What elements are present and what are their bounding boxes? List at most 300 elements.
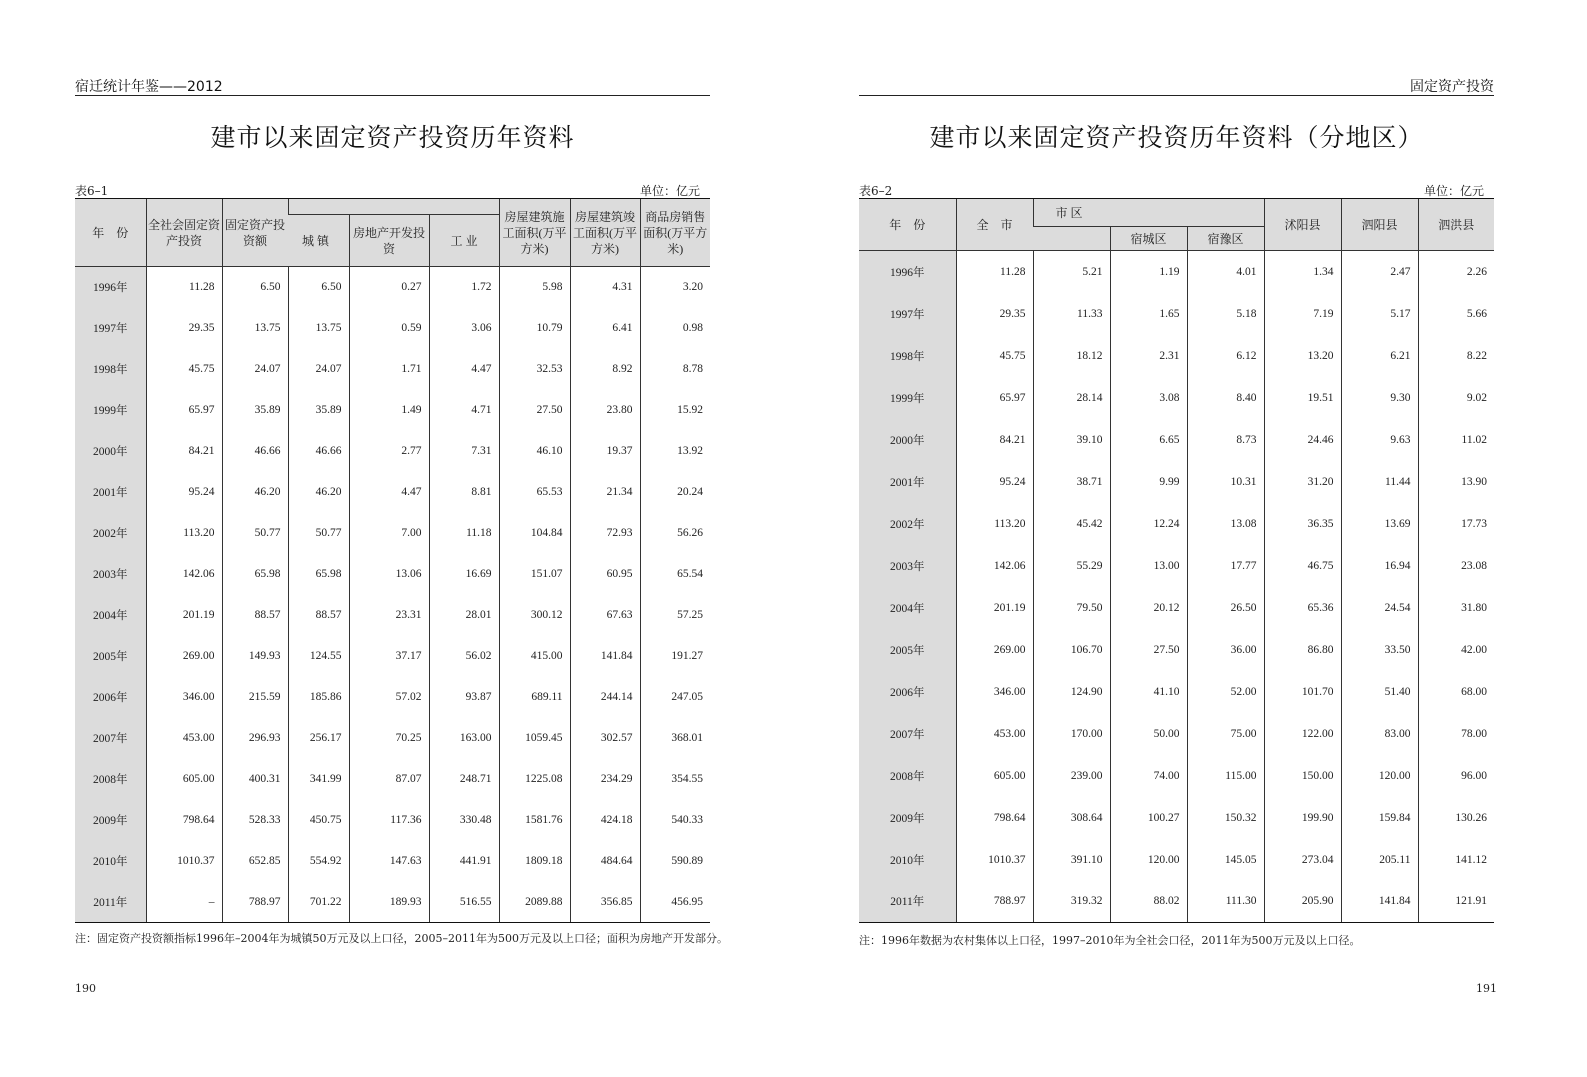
value-cell: 65.53 (499, 472, 570, 513)
regional-investment-table (859, 198, 1494, 923)
table-row (75, 390, 710, 431)
value-cell: 201.19 (146, 595, 222, 636)
value-cell: 75.00 (1187, 713, 1264, 755)
value-cell: 96.00 (1418, 755, 1494, 797)
value-cell: 142.06 (146, 554, 222, 595)
value-cell: 0.27 (349, 267, 429, 308)
header-urban: 城 镇 (288, 215, 349, 267)
value-cell: 346.00 (146, 677, 222, 718)
value-cell: 37.17 (349, 636, 429, 677)
value-cell: 5.21 (1033, 251, 1110, 293)
value-cell: 24.07 (222, 349, 288, 390)
value-cell: 56.26 (640, 513, 710, 554)
value-cell: 6.21 (1341, 335, 1418, 377)
value-cell: 4.31 (570, 267, 640, 308)
table-row (859, 755, 1494, 797)
header-city-district: 市 区 (1033, 199, 1264, 227)
value-cell: 456.95 (640, 882, 710, 923)
value-cell: 13.90 (1418, 461, 1494, 503)
value-cell: 256.17 (288, 718, 349, 759)
value-cell: 2.26 (1418, 251, 1494, 293)
value-cell: 147.63 (349, 841, 429, 882)
value-cell: 302.57 (570, 718, 640, 759)
table-row (75, 472, 710, 513)
year-cell: 2009年 (859, 797, 956, 839)
year-cell: 2006年 (859, 671, 956, 713)
value-cell: 248.71 (429, 759, 499, 800)
value-cell: 215.59 (222, 677, 288, 718)
header-city-blank (1033, 227, 1110, 251)
value-cell: 1225.08 (499, 759, 570, 800)
value-cell: 1581.76 (499, 800, 570, 841)
value-cell: 8.22 (1418, 335, 1494, 377)
value-cell: 7.19 (1264, 293, 1341, 335)
header-fixed-investment: 固定资产投资额 (222, 199, 288, 267)
header-rule (859, 95, 1494, 96)
value-cell: 130.26 (1418, 797, 1494, 839)
value-cell: 341.99 (288, 759, 349, 800)
value-cell: 26.50 (1187, 587, 1264, 629)
value-cell: 86.80 (1264, 629, 1341, 671)
value-cell: 28.14 (1033, 377, 1110, 419)
page-title: 建市以来固定资产投资历年资料（分地区） (929, 123, 1424, 152)
value-cell: 33.50 (1341, 629, 1418, 671)
year-cell: 2002年 (859, 503, 956, 545)
value-cell: 79.50 (1033, 587, 1110, 629)
value-cell: 300.12 (499, 595, 570, 636)
year-cell: 1997年 (859, 293, 956, 335)
table-unit: 单位：亿元 (1424, 184, 1485, 198)
value-cell: 56.02 (429, 636, 499, 677)
header-real-estate: 房地产开发投资 (349, 215, 429, 267)
value-cell: 4.71 (429, 390, 499, 431)
value-cell: 554.92 (288, 841, 349, 882)
value-cell: 12.24 (1110, 503, 1187, 545)
value-cell: 453.00 (146, 718, 222, 759)
value-cell: 13.75 (288, 308, 349, 349)
year-cell: 2005年 (75, 636, 146, 677)
value-cell: 400.31 (222, 759, 288, 800)
value-cell: 528.33 (222, 800, 288, 841)
value-cell: 9.63 (1341, 419, 1418, 461)
table-row (859, 629, 1494, 671)
year-cell: 2008年 (75, 759, 146, 800)
value-cell: 45.75 (146, 349, 222, 390)
table-row (859, 839, 1494, 881)
value-cell: 191.27 (640, 636, 710, 677)
value-cell: 244.14 (570, 677, 640, 718)
value-cell: 84.21 (956, 419, 1033, 461)
value-cell: 19.37 (570, 431, 640, 472)
value-cell: 441.91 (429, 841, 499, 882)
value-cell: 516.55 (429, 882, 499, 923)
table-row (75, 267, 710, 308)
value-cell: 95.24 (956, 461, 1033, 503)
header-industry: 工 业 (429, 215, 499, 267)
value-cell: 78.00 (1418, 713, 1494, 755)
value-cell: 0.98 (640, 308, 710, 349)
value-cell: 13.75 (222, 308, 288, 349)
year-cell: 2001年 (859, 461, 956, 503)
value-cell: 11.44 (1341, 461, 1418, 503)
value-cell: 142.06 (956, 545, 1033, 587)
value-cell: 50.77 (222, 513, 288, 554)
value-cell: 104.84 (499, 513, 570, 554)
value-cell: 159.84 (1341, 797, 1418, 839)
page-number: 191 (1476, 982, 1497, 995)
table-row (859, 293, 1494, 335)
header-whole-city: 全 市 (956, 199, 1033, 251)
value-cell: 269.00 (146, 636, 222, 677)
left-page (0, 0, 793, 1077)
value-cell: 8.40 (1187, 377, 1264, 419)
value-cell: 124.90 (1033, 671, 1110, 713)
year-cell: 2004年 (75, 595, 146, 636)
value-cell: 13.00 (1110, 545, 1187, 587)
value-cell: 113.20 (146, 513, 222, 554)
value-cell: 52.00 (1187, 671, 1264, 713)
header-total-investment: 全社会固定资产投资 (146, 199, 222, 267)
value-cell: 1.65 (1110, 293, 1187, 335)
value-cell: 24.07 (288, 349, 349, 390)
value-cell: 45.75 (956, 335, 1033, 377)
value-cell: 150.32 (1187, 797, 1264, 839)
header-sihong: 泗洪县 (1418, 199, 1494, 251)
value-cell: 6.50 (222, 267, 288, 308)
value-cell: 38.71 (1033, 461, 1110, 503)
value-cell: 170.00 (1033, 713, 1110, 755)
page-title: 建市以来固定资产投资历年资料 (210, 123, 575, 152)
value-cell: 10.79 (499, 308, 570, 349)
value-cell: 24.54 (1341, 587, 1418, 629)
table-row (859, 713, 1494, 755)
value-cell: 29.35 (956, 293, 1033, 335)
value-cell: 106.70 (1033, 629, 1110, 671)
value-cell: 11.28 (956, 251, 1033, 293)
value-cell: 115.00 (1187, 755, 1264, 797)
year-cell: 2007年 (75, 718, 146, 759)
value-cell: 450.75 (288, 800, 349, 841)
value-cell: 354.55 (640, 759, 710, 800)
table-row (859, 797, 1494, 839)
value-cell: 19.51 (1264, 377, 1341, 419)
running-head: 宿迁统计年鉴——2012 (75, 79, 223, 95)
value-cell: 199.90 (1264, 797, 1341, 839)
value-cell: 273.04 (1264, 839, 1341, 881)
year-cell: 2006年 (75, 677, 146, 718)
right-page (793, 0, 1587, 1077)
year-cell: 2000年 (75, 431, 146, 472)
running-head: 固定资产投资 (1410, 79, 1494, 95)
value-cell: 415.00 (499, 636, 570, 677)
value-cell: 13.08 (1187, 503, 1264, 545)
value-cell: 11.33 (1033, 293, 1110, 335)
value-cell: 15.92 (640, 390, 710, 431)
table-row (75, 800, 710, 841)
value-cell: 29.35 (146, 308, 222, 349)
value-cell: 65.36 (1264, 587, 1341, 629)
value-cell: 150.00 (1264, 755, 1341, 797)
value-cell: 2.31 (1110, 335, 1187, 377)
value-cell: 35.89 (222, 390, 288, 431)
table-row (75, 554, 710, 595)
table-row (859, 545, 1494, 587)
value-cell: 6.50 (288, 267, 349, 308)
header-siyang: 泗阳县 (1341, 199, 1418, 251)
value-cell: 21.34 (570, 472, 640, 513)
header-year: 年 份 (859, 199, 956, 251)
value-cell: 88.57 (222, 595, 288, 636)
header-year: 年 份 (75, 199, 146, 267)
value-cell: 788.97 (222, 882, 288, 923)
table-number: 表6–2 (859, 184, 893, 198)
value-cell: 540.33 (640, 800, 710, 841)
header-group-blank (288, 199, 499, 215)
value-cell: 247.05 (640, 677, 710, 718)
value-cell: 319.32 (1033, 881, 1110, 923)
value-cell: 16.94 (1341, 545, 1418, 587)
value-cell: 0.59 (349, 308, 429, 349)
value-cell: 27.50 (1110, 629, 1187, 671)
value-cell: 4.01 (1187, 251, 1264, 293)
value-cell: 141.84 (570, 636, 640, 677)
value-cell: 57.02 (349, 677, 429, 718)
value-cell: 113.20 (956, 503, 1033, 545)
value-cell: 296.93 (222, 718, 288, 759)
value-cell: 2.77 (349, 431, 429, 472)
value-cell: 41.10 (1110, 671, 1187, 713)
value-cell: 11.28 (146, 267, 222, 308)
value-cell: 13.92 (640, 431, 710, 472)
value-cell: 18.12 (1033, 335, 1110, 377)
value-cell: 4.47 (429, 349, 499, 390)
value-cell: 17.73 (1418, 503, 1494, 545)
value-cell: 46.66 (288, 431, 349, 472)
year-cell: 2003年 (859, 545, 956, 587)
value-cell: 27.50 (499, 390, 570, 431)
investment-table (75, 198, 710, 923)
value-cell: 46.75 (1264, 545, 1341, 587)
value-cell: 16.69 (429, 554, 499, 595)
year-cell: 2004年 (859, 587, 956, 629)
year-cell: 2001年 (75, 472, 146, 513)
value-cell: 7.31 (429, 431, 499, 472)
header-shuyang: 沭阳县 (1264, 199, 1341, 251)
value-cell: 8.73 (1187, 419, 1264, 461)
table-row (859, 461, 1494, 503)
page-number: 190 (75, 982, 96, 995)
value-cell: 60.95 (570, 554, 640, 595)
value-cell: 121.91 (1418, 881, 1494, 923)
table-row (75, 349, 710, 390)
value-cell: 65.97 (146, 390, 222, 431)
value-cell: 1809.18 (499, 841, 570, 882)
year-cell: 2000年 (859, 419, 956, 461)
value-cell: 83.00 (1341, 713, 1418, 755)
header-completed-area: 房屋建筑竣工面积(万平方米) (570, 199, 640, 267)
value-cell: 70.25 (349, 718, 429, 759)
value-cell: 4.47 (349, 472, 429, 513)
value-cell: 424.18 (570, 800, 640, 841)
value-cell: 185.86 (288, 677, 349, 718)
value-cell: 111.30 (1187, 881, 1264, 923)
table-row (75, 431, 710, 472)
value-cell: 120.00 (1341, 755, 1418, 797)
value-cell: 9.02 (1418, 377, 1494, 419)
value-cell: 17.77 (1187, 545, 1264, 587)
year-cell: 1996年 (75, 267, 146, 308)
value-cell: 13.69 (1341, 503, 1418, 545)
year-cell: 2009年 (75, 800, 146, 841)
value-cell: 151.07 (499, 554, 570, 595)
value-cell: 239.00 (1033, 755, 1110, 797)
table-row (859, 419, 1494, 461)
value-cell: 10.31 (1187, 461, 1264, 503)
value-cell: 74.00 (1110, 755, 1187, 797)
table-note: 注：固定资产投资额指标1996年–2004年为城镇50万元及以上口径，2005–2011年为500万元及以上口径；面积为房地产开发部分。 (75, 932, 728, 945)
value-cell: 24.46 (1264, 419, 1341, 461)
year-cell: 2005年 (859, 629, 956, 671)
year-cell: 2011年 (75, 882, 146, 923)
value-cell: 13.06 (349, 554, 429, 595)
value-cell: 8.81 (429, 472, 499, 513)
table-row (859, 335, 1494, 377)
value-cell: 42.00 (1418, 629, 1494, 671)
table-row (75, 882, 710, 923)
value-cell: 32.53 (499, 349, 570, 390)
value-cell: 453.00 (956, 713, 1033, 755)
year-cell: 1998年 (75, 349, 146, 390)
value-cell: 36.35 (1264, 503, 1341, 545)
table-row (75, 513, 710, 554)
value-cell: 689.11 (499, 677, 570, 718)
table-row (859, 587, 1494, 629)
table-row (859, 503, 1494, 545)
value-cell: 1.19 (1110, 251, 1187, 293)
value-cell: 205.11 (1341, 839, 1418, 881)
value-cell: 391.10 (1033, 839, 1110, 881)
value-cell: 9.99 (1110, 461, 1187, 503)
value-cell: 8.78 (640, 349, 710, 390)
value-cell: 51.40 (1341, 671, 1418, 713)
value-cell: 20.24 (640, 472, 710, 513)
table-row (75, 718, 710, 759)
value-cell: 95.24 (146, 472, 222, 513)
value-cell: 605.00 (146, 759, 222, 800)
value-cell: 46.20 (222, 472, 288, 513)
value-cell: 308.64 (1033, 797, 1110, 839)
value-cell: 149.93 (222, 636, 288, 677)
value-cell: 145.05 (1187, 839, 1264, 881)
header-rule (75, 95, 710, 96)
year-cell: 1996年 (859, 251, 956, 293)
value-cell: 93.87 (429, 677, 499, 718)
value-cell: – (146, 882, 222, 923)
value-cell: 788.97 (956, 881, 1033, 923)
header-construction-area: 房屋建筑施工面积(万平方米) (499, 199, 570, 267)
value-cell: 484.64 (570, 841, 640, 882)
table-row (859, 251, 1494, 293)
value-cell: 122.00 (1264, 713, 1341, 755)
value-cell: 1.49 (349, 390, 429, 431)
value-cell: 201.19 (956, 587, 1033, 629)
year-cell: 1999年 (75, 390, 146, 431)
value-cell: 72.93 (570, 513, 640, 554)
value-cell: 189.93 (349, 882, 429, 923)
value-cell: 120.00 (1110, 839, 1187, 881)
value-cell: 35.89 (288, 390, 349, 431)
table-row (859, 377, 1494, 419)
value-cell: 84.21 (146, 431, 222, 472)
value-cell: 65.98 (288, 554, 349, 595)
value-cell: 1.72 (429, 267, 499, 308)
value-cell: 7.00 (349, 513, 429, 554)
table-row (75, 759, 710, 800)
value-cell: 6.12 (1187, 335, 1264, 377)
value-cell: 65.97 (956, 377, 1033, 419)
value-cell: 100.27 (1110, 797, 1187, 839)
value-cell: 1010.37 (146, 841, 222, 882)
value-cell: 13.20 (1264, 335, 1341, 377)
value-cell: 8.92 (570, 349, 640, 390)
value-cell: 5.17 (1341, 293, 1418, 335)
value-cell: 269.00 (956, 629, 1033, 671)
table-row (75, 841, 710, 882)
value-cell: 2.47 (1341, 251, 1418, 293)
value-cell: 652.85 (222, 841, 288, 882)
value-cell: 31.80 (1418, 587, 1494, 629)
value-cell: 101.70 (1264, 671, 1341, 713)
value-cell: 356.85 (570, 882, 640, 923)
table-row (859, 671, 1494, 713)
value-cell: 1010.37 (956, 839, 1033, 881)
header-sales-area: 商品房销售面积(万平方米) (640, 199, 710, 267)
year-cell: 2003年 (75, 554, 146, 595)
value-cell: 124.55 (288, 636, 349, 677)
value-cell: 163.00 (429, 718, 499, 759)
value-cell: 31.20 (1264, 461, 1341, 503)
value-cell: 36.00 (1187, 629, 1264, 671)
year-cell: 1998年 (859, 335, 956, 377)
value-cell: 9.30 (1341, 377, 1418, 419)
value-cell: 46.20 (288, 472, 349, 513)
value-cell: 20.12 (1110, 587, 1187, 629)
table-row (75, 308, 710, 349)
value-cell: 50.77 (288, 513, 349, 554)
value-cell: 23.80 (570, 390, 640, 431)
value-cell: 141.12 (1418, 839, 1494, 881)
value-cell: 65.54 (640, 554, 710, 595)
table-body (859, 251, 1494, 923)
value-cell: 68.00 (1418, 671, 1494, 713)
value-cell: 117.36 (349, 800, 429, 841)
value-cell: 141.84 (1341, 881, 1418, 923)
value-cell: 88.57 (288, 595, 349, 636)
value-cell: 1059.45 (499, 718, 570, 759)
table-body (75, 267, 710, 923)
value-cell: 11.18 (429, 513, 499, 554)
value-cell: 368.01 (640, 718, 710, 759)
value-cell: 45.42 (1033, 503, 1110, 545)
value-cell: 28.01 (429, 595, 499, 636)
value-cell: 605.00 (956, 755, 1033, 797)
value-cell: 5.98 (499, 267, 570, 308)
table-number: 表6–1 (75, 184, 109, 198)
value-cell: 55.29 (1033, 545, 1110, 587)
year-cell: 2002年 (75, 513, 146, 554)
value-cell: 798.64 (956, 797, 1033, 839)
value-cell: 798.64 (146, 800, 222, 841)
